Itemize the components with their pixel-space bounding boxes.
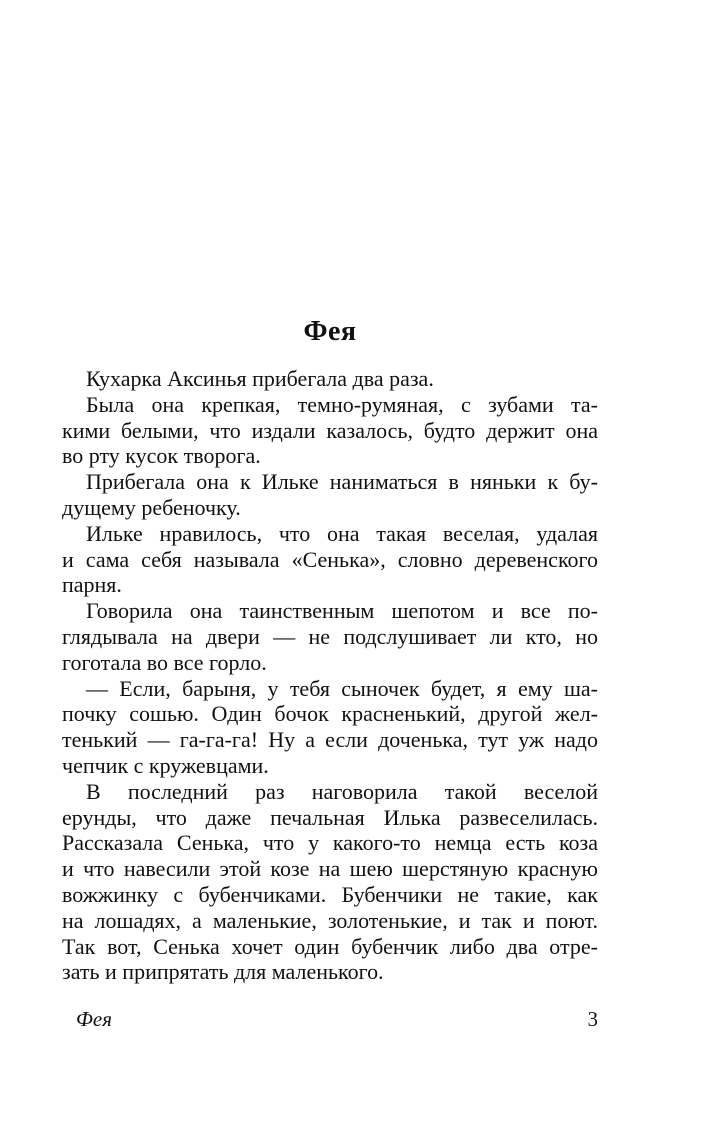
- text-line: Была она крепкая, темно-румяная, с зубами та-: [86, 391, 598, 417]
- text-line: чепчик с кружевцами.: [62, 752, 269, 778]
- page-footer: [62, 1006, 598, 1032]
- text-line: Так вот, Сенька хочет один бубенчик либо два отре-: [62, 933, 598, 959]
- paragraph: [62, 469, 598, 521]
- text-line: Ильке нравилось, что она такая веселая, удалая: [86, 520, 598, 546]
- paragraph: [62, 392, 598, 469]
- text-line: на лошадях, а маленькие, золотенькие, и так и поют.: [62, 907, 598, 933]
- text-line: гоготала во все горло.: [62, 649, 267, 675]
- text-line: Рассказала Сенька, что у какого-то немца есть коза: [62, 830, 598, 856]
- text-line: вожжинку с бубенчиками. Бубенчики не такие, как: [62, 881, 598, 907]
- text-line: почку сошью. Один бочок красненький, другой жел-: [62, 701, 598, 727]
- paragraph: [62, 676, 598, 779]
- paragraph: [62, 598, 598, 675]
- text-line: парня.: [62, 572, 122, 598]
- text-line: Кухарка Аксинья прибегала два раза.: [86, 366, 434, 391]
- text-line: ерунды, что даже печальная Илька развеселилась.: [62, 804, 598, 830]
- text-line: кими белыми, что издали казалось, будто держит она: [62, 417, 598, 443]
- text-line: Прибегала она к Ильке наниматься в няньки к бу-: [86, 469, 598, 495]
- text-line: Говорила она таинственным шепотом и все по-: [86, 598, 598, 624]
- running-title: Фея: [76, 1007, 112, 1031]
- text-line: дущему ребеночку.: [62, 494, 241, 520]
- text-line: зать и припрятать для маленького.: [62, 959, 384, 985]
- text-line: — Если, барыня, у тебя сыночек будет, я ему ша-: [86, 675, 598, 701]
- text-line: глядывала на двери — не подслушивает ли кто, но: [62, 623, 598, 649]
- text-line: тенький — га-га-га! Ну а если доченька, тут уж надо: [62, 727, 598, 753]
- text-line: и сама себя называла «Сенька», словно деревенского: [62, 546, 598, 572]
- chapter-title: Фея: [303, 316, 357, 347]
- text-line: во рту кусок творога.: [62, 443, 261, 469]
- paragraph: [62, 366, 598, 392]
- text-line: и что навесили этой козе на шею шерстяную красную: [62, 856, 598, 882]
- text-line: В последний раз наговорила такой веселой: [86, 778, 598, 804]
- body-text: [62, 366, 598, 985]
- paragraph: [62, 521, 598, 598]
- paragraph: [62, 779, 598, 985]
- page-number: 3: [587, 1007, 598, 1031]
